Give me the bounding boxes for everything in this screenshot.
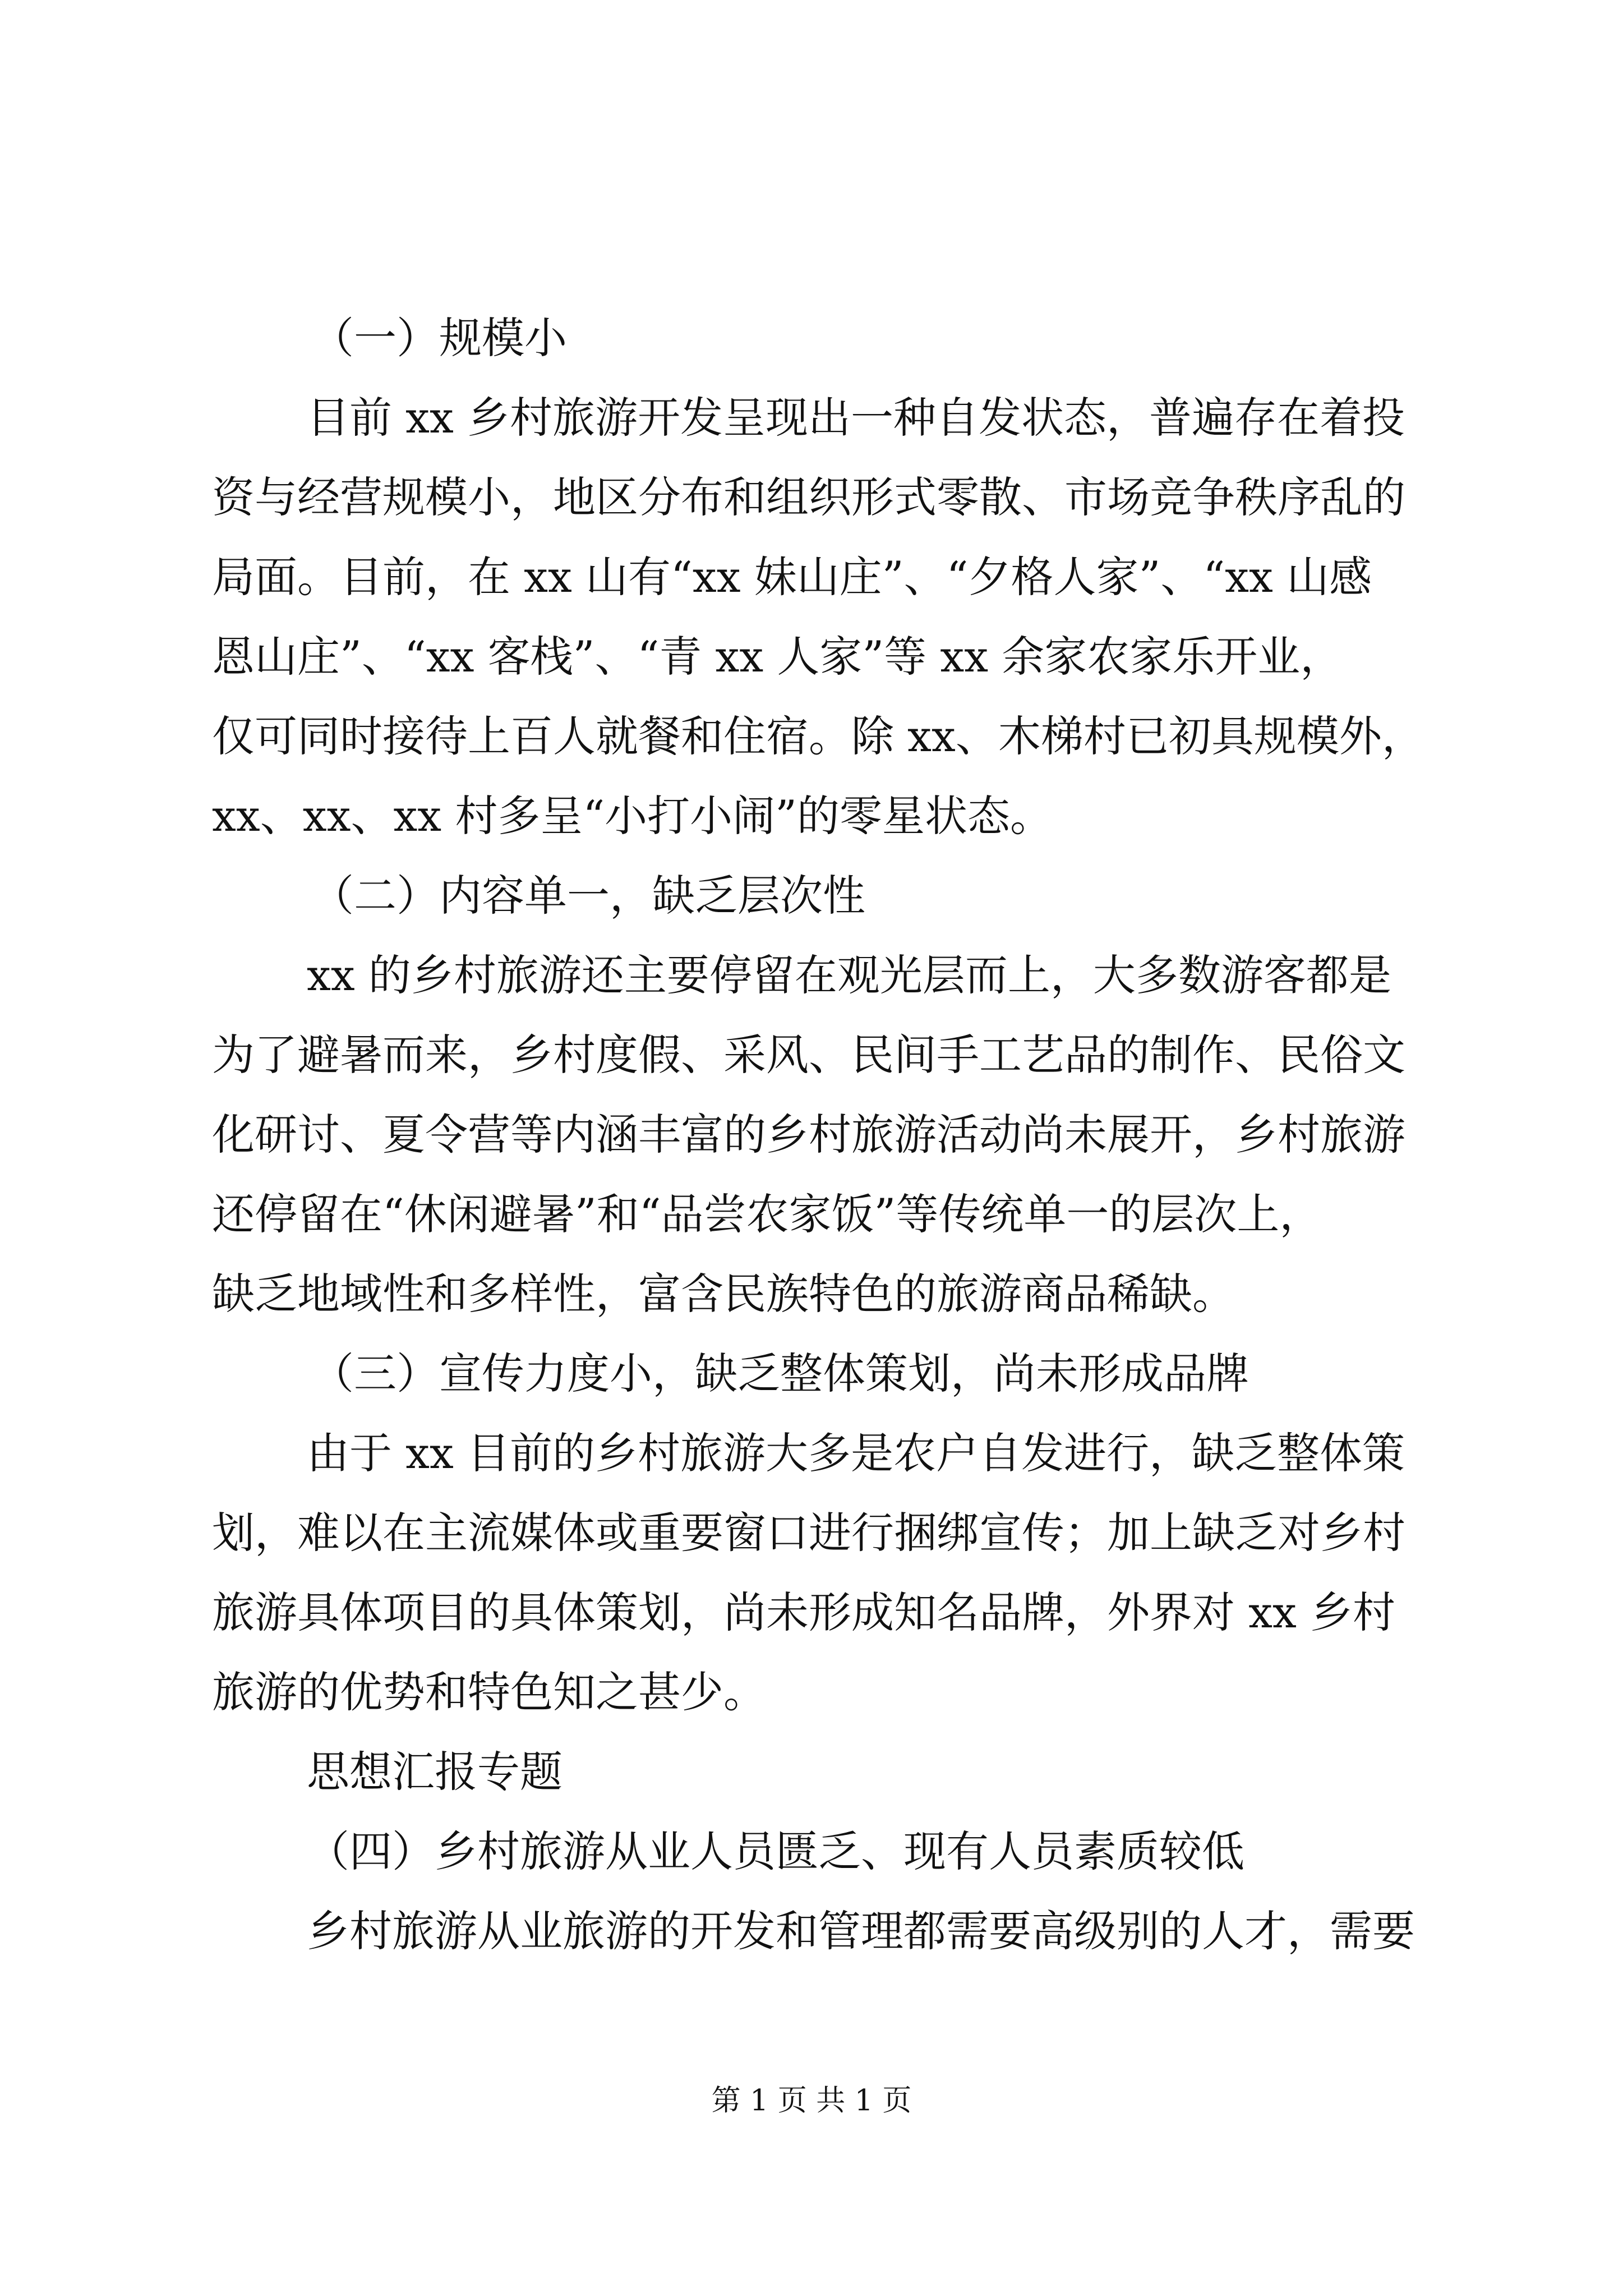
- paragraph-line: 划，难以在主流媒体或重要窗口进行捆绑宣传；加上缺乏对乡村: [212, 1508, 1405, 1558]
- paragraph-line: 化研讨、夏令营等内涵丰富的乡村旅游活动尚未展开，乡村旅游: [212, 1110, 1405, 1159]
- paragraph-line: 还停留在“休闲避暑”和“品尝农家饭”等传统单一的层次上，: [212, 1189, 1322, 1239]
- paragraph-line: 为了避暑而来，乡村度假、采风、民间手工艺品的制作、民俗文: [212, 1030, 1405, 1080]
- page-footer: 第 1 页 共 1 页: [711, 2084, 912, 2118]
- paragraph-line: xx、xx、xx 村多呈“小打小闹”的零星状态。: [212, 791, 1053, 841]
- paragraph-line: 旅游具体项目的具体策划，尚未形成知名品牌，外界对 xx 乡村: [212, 1588, 1396, 1637]
- paragraph-line: 由于 xx 目前的乡村旅游大多是农户自发进行，缺乏整体策: [307, 1428, 1405, 1478]
- section-heading-2: （二）内容单一，缺乏层次性: [311, 871, 865, 921]
- paragraph-line: 恩山庄”、“xx 客栈”、“青 xx 人家”等 xx 余家农家乐开业，: [212, 632, 1343, 682]
- paragraph-line: 目前 xx 乡村旅游开发呈现出一种自发状态，普遍存在着投: [307, 393, 1405, 443]
- paragraph-line: 局面。目前，在 xx 山有“xx 妹山庄”、“夕格人家”、“xx 山感: [212, 552, 1372, 602]
- section-heading-3: （三）宣传力度小，缺乏整体策划，尚未形成品牌: [311, 1349, 1249, 1398]
- section-heading-4: （四）乡村旅游从业人员匮乏、现有人员素质较低: [307, 1826, 1244, 1876]
- paragraph-line: 旅游的优势和特色知之甚少。: [212, 1667, 766, 1717]
- paragraph-line: 缺乏地域性和多样性，富含民族特色的旅游商品稀缺。: [212, 1269, 1235, 1319]
- section-heading-1: （一）规模小: [311, 313, 567, 363]
- paragraph-line: xx 的乡村旅游还主要停留在观光层而上，大多数游客都是: [307, 950, 1391, 1000]
- inserted-heading: 思想汇报专题: [307, 1747, 562, 1797]
- paragraph-line: 乡村旅游从业旅游的开发和管理都需要高级别的人才，需要: [307, 1906, 1415, 1956]
- paragraph-line: 资与经营规模小，地区分布和组织形式零散、市场竞争秩序乱的: [212, 472, 1405, 522]
- paragraph-line: 仅可同时接待上百人就餐和住宿。除 xx、木梯村已初具规模外，: [212, 711, 1424, 761]
